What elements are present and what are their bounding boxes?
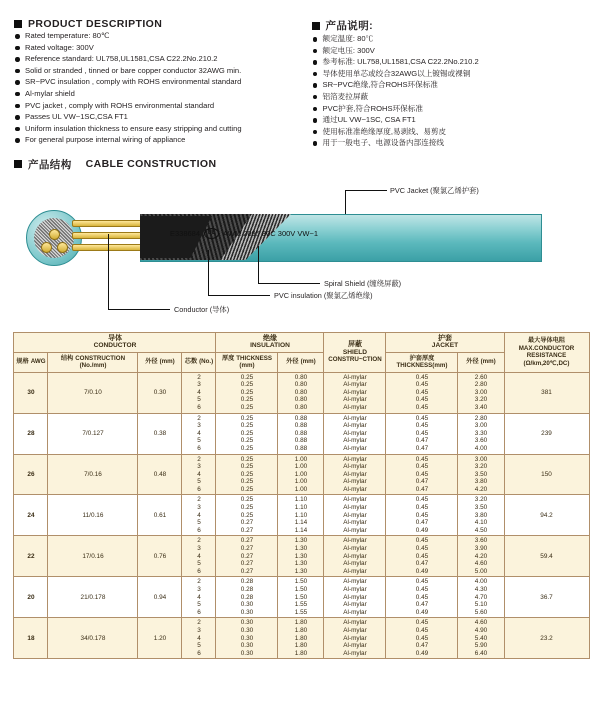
header-conductor: [14, 332, 216, 352]
table-row: [14, 413, 589, 454]
cell-insulation-thickness: 0.28 0.28 0.28 0.30 0.30: [216, 577, 278, 618]
header-resistance-unit: (Ω/km,20℃,DC): [523, 359, 570, 367]
cell-shield: Al-mylar Al-mylar Al-mylar Al-mylar Al-mylar: [324, 577, 386, 618]
cell-jacket-od: 4.60 4.90 5.40 5.90 6.40: [458, 618, 504, 659]
list-item: 参考标准: UL758,UL1581,CSA C22.2No.210.2: [312, 56, 590, 68]
conductor-wire: [72, 244, 146, 251]
list-item: SR~PVC绝缘,符合ROHS环保标准: [312, 79, 590, 91]
label-pvc-jacket: PVC Jacket (聚氯乙烯护套): [390, 185, 479, 195]
cell-insulation-thickness: 0.25 0.25 0.25 0.25 0.25: [216, 413, 278, 454]
cell-insulation-thickness: 0.25 0.25 0.25 0.27 0.27: [216, 495, 278, 536]
header-jacket-cn: 护套: [437, 334, 452, 342]
header-shield-construction: CONSTRU~CTION: [328, 355, 382, 363]
table-row: [14, 577, 589, 618]
header-jkt-od: [458, 352, 504, 372]
table-header-sub-row: [14, 352, 589, 372]
list-item: 导体使用单芯或绞合32AWG以上镀锡或裸铜: [312, 68, 590, 80]
table-row: [14, 454, 589, 495]
cell-construction: 7/0.10: [48, 372, 138, 413]
construction-title-zh: 产品结构: [28, 158, 72, 171]
description-columns: [14, 18, 589, 149]
list-item: 通过UL VW~1SC, CSA FT1: [312, 114, 590, 126]
list-item: 额定电压: 300V: [312, 45, 590, 57]
list-item: 铝箔麦拉屏蔽: [312, 91, 590, 103]
leader-line-shield: [258, 246, 259, 284]
leader-line-jacket: [345, 190, 346, 214]
construction-title-en: CABLE CONSTRUCTION: [85, 158, 217, 171]
list-item: 使用标准准绝缘厚度,易剥线、易剪皮: [312, 126, 590, 138]
conductor-wire: [72, 220, 146, 227]
header-conductor-cn: 导体: [107, 334, 122, 342]
cell-insulation-od: 1.30 1.30 1.30 1.30 1.30: [278, 536, 324, 577]
cell-resistance: 23.2: [504, 618, 589, 659]
cell-shield: Al-mylar Al-mylar Al-mylar Al-mylar Al-mylar: [324, 454, 386, 495]
header-ins-thk-en: THICKNESS (mm): [236, 354, 273, 370]
cell-cores: 2 3 4 5 6: [182, 495, 216, 536]
table-row: [14, 536, 589, 577]
cell-construction: 7/0.16: [48, 454, 138, 495]
cell-awg: 22: [14, 536, 48, 577]
header-shield: [324, 332, 386, 372]
header-insulation-cn: 绝缘: [262, 334, 277, 342]
label-conductor: Conductor (导体): [174, 304, 230, 314]
description-list-zh: [312, 33, 590, 149]
conductor-dot: [49, 229, 60, 240]
header-cores-cn: 芯数: [184, 358, 198, 366]
cell-resistance: 381: [504, 372, 589, 413]
leader-line-insulation-h: [208, 295, 270, 296]
specification-table-body: [14, 372, 589, 659]
conductor-dot: [57, 242, 68, 253]
bullet-square-icon: [312, 22, 320, 30]
description-column-zh: [302, 18, 590, 149]
list-item: SR~PVC insulation , comply with ROHS environmental standard: [14, 76, 302, 88]
label-spiral-shield: Spiral Shield (缠绕屏蔽): [324, 278, 402, 288]
cell-insulation-thickness: 0.27 0.27 0.27 0.27 0.27: [216, 536, 278, 577]
cell-shield: Al-mylar Al-mylar Al-mylar Al-mylar Al-mylar: [324, 536, 386, 577]
cell-jacket-od: 2.80 3.00 3.30 3.60 4.00: [458, 413, 504, 454]
cell-insulation-od: 1.00 1.00 1.00 1.00 1.00: [278, 454, 324, 495]
cell-awg: 26: [14, 454, 48, 495]
product-description-section: [0, 0, 603, 172]
cell-shield: Al-mylar Al-mylar Al-mylar Al-mylar Al-mylar: [324, 372, 386, 413]
cell-jacket-thickness: 0.45 0.45 0.45 0.47 0.49: [386, 618, 458, 659]
cell-conductor-od: 0.61: [138, 495, 182, 536]
cell-resistance: 150: [504, 454, 589, 495]
cell-cores: 2 3 4 5 6: [182, 413, 216, 454]
cell-jacket-thickness: 0.45 0.45 0.45 0.47 0.49: [386, 577, 458, 618]
print-code: E338684: [170, 228, 201, 238]
header-jkt-thk-cn: 护套厚度: [409, 354, 435, 362]
description-title-en-text: PRODUCT DESCRIPTION: [28, 18, 163, 30]
cell-conductor-od: 0.30: [138, 372, 182, 413]
list-item: Reference standard: UL758,UL1581,CSA C22.2No.210.2: [14, 53, 302, 65]
description-title-en: [14, 18, 302, 30]
cell-conductor-od: 0.48: [138, 454, 182, 495]
cell-jacket-thickness: 0.45 0.45 0.45 0.47 0.49: [386, 495, 458, 536]
header-cores-en: (No.): [199, 358, 214, 366]
cell-jacket-thickness: 0.45 0.45 0.45 0.45 0.45: [386, 372, 458, 413]
list-item: Passes UL VW~1SC,CSA FT1: [14, 111, 302, 123]
header-insulation: [216, 332, 324, 352]
cell-cores: 2 3 4 5 6: [182, 372, 216, 413]
header-ins-od: [278, 352, 324, 372]
header-ins-od-cn: 外径: [286, 358, 299, 366]
table-row: [14, 372, 589, 413]
construction-title: [14, 157, 589, 172]
header-cores: [182, 352, 216, 372]
leader-line-insulation: [208, 250, 209, 296]
header-construction: [48, 352, 138, 372]
leader-line-shield-h: [258, 283, 320, 284]
header-jkt-od-en: (mm): [480, 358, 496, 366]
cell-jacket-thickness: 0.45 0.45 0.45 0.47 0.47: [386, 454, 458, 495]
header-jacket: [386, 332, 504, 352]
list-item: 用于一般电子、电源设备内部连接线: [312, 137, 590, 149]
label-pvc-insulation: PVC insulation (聚氯乙烯绝缘): [274, 290, 373, 300]
header-insulation-en: INSULATION: [250, 342, 290, 350]
leader-line-conductor: [108, 234, 109, 310]
leader-line-jacket-h: [345, 190, 387, 191]
header-jkt-thickness: [386, 352, 458, 372]
cell-insulation-od: 1.10 1.10 1.10 1.14 1.14: [278, 495, 324, 536]
cable-print-legend: [170, 228, 318, 239]
cell-awg: 20: [14, 577, 48, 618]
table-header-group-row: [14, 332, 589, 352]
list-item: PVC jacket , comply with ROHS environmental standard: [14, 100, 302, 112]
header-cond-od: [138, 352, 182, 372]
cell-resistance: 59.4: [504, 536, 589, 577]
header-shield-cn: 屏蔽: [347, 341, 362, 349]
cell-cores: 2 3 4 5 6: [182, 577, 216, 618]
header-jkt-od-cn: 外径: [466, 358, 479, 366]
cell-awg: 30: [14, 372, 48, 413]
cell-construction: 11/0.16: [48, 495, 138, 536]
cell-conductor-od: 0.94: [138, 577, 182, 618]
header-construction-en: CONSTRUCTION (No./mm): [75, 354, 126, 370]
list-item: Rated voltage: 300V: [14, 42, 302, 54]
conductor-wire: [72, 232, 146, 239]
cell-cores: 2 3 4 5 6: [182, 618, 216, 659]
cable-construction-figure: [0, 176, 603, 326]
cell-awg: 18: [14, 618, 48, 659]
list-item: Uniform insulation thickness to ensure easy stripping and cutting: [14, 123, 302, 135]
print-text: AWM 2095 80C 300V VW~1: [223, 228, 319, 238]
header-resistance-cn: 最大导体电阻: [527, 337, 566, 345]
cell-insulation-thickness: 0.25 0.25 0.25 0.25 0.25: [216, 454, 278, 495]
header-ins-thickness: [216, 352, 278, 372]
cell-jacket-thickness: 0.45 0.45 0.45 0.47 0.49: [386, 536, 458, 577]
specification-table: [13, 332, 589, 659]
list-item: Rated temperature: 80℃: [14, 30, 302, 42]
list-item: 额定温度: 80℃: [312, 33, 590, 45]
header-ins-thk-cn: 厚度: [221, 354, 235, 362]
cell-insulation-thickness: 0.25 0.25 0.25 0.25 0.25: [216, 372, 278, 413]
list-item: For general purpose internal wiring of appliance: [14, 134, 302, 146]
header-shield-en: SHIELD: [342, 348, 368, 356]
cell-jacket-thickness: 0.45 0.45 0.45 0.47 0.47: [386, 413, 458, 454]
cell-shield: Al-mylar Al-mylar Al-mylar Al-mylar Al-mylar: [324, 413, 386, 454]
cell-jacket-od: 2.60 2.80 3.00 3.20 3.40: [458, 372, 504, 413]
list-item: Solid or stranded , tinned or bare copper conductor 32AWG min.: [14, 65, 302, 77]
cell-awg: 28: [14, 413, 48, 454]
conductor-dot: [41, 242, 52, 253]
description-list-en: [14, 30, 302, 146]
cell-construction: 21/0.178: [48, 577, 138, 618]
header-awg-en: AWG: [30, 358, 46, 366]
header-ins-od-en: (mm): [300, 358, 316, 366]
cell-construction: 34/0.178: [48, 618, 138, 659]
bullet-square-icon: [14, 20, 22, 28]
cell-shield: Al-mylar Al-mylar Al-mylar Al-mylar Al-mylar: [324, 618, 386, 659]
cell-construction: 7/0.127: [48, 413, 138, 454]
cell-conductor-od: 0.38: [138, 413, 182, 454]
cell-resistance: 36.7: [504, 577, 589, 618]
list-item: PVC护套,符合ROHS环保标准: [312, 103, 590, 115]
cell-jacket-od: 3.00 3.20 3.50 3.80 4.20: [458, 454, 504, 495]
header-awg: [14, 352, 48, 372]
description-column-en: [14, 18, 302, 149]
cell-resistance: 94.2: [504, 495, 589, 536]
cell-shield: Al-mylar Al-mylar Al-mylar Al-mylar Al-mylar: [324, 495, 386, 536]
cell-insulation-od: 0.88 0.88 0.88 0.88 0.88: [278, 413, 324, 454]
leader-line-conductor-h: [108, 309, 170, 310]
header-cond-od-cn: 外径: [145, 358, 158, 366]
header-awg-cn: 规格: [16, 358, 29, 366]
header-resistance-en: MAX.CONDUCTOR RESISTANCE: [518, 344, 575, 360]
cell-insulation-od: 1.80 1.80 1.80 1.80 1.80: [278, 618, 324, 659]
header-jkt-thk-en: THICKNESS(mm): [396, 362, 448, 370]
bullet-square-icon: [14, 160, 22, 168]
cell-awg: 24: [14, 495, 48, 536]
cell-cores: 2 3 4 5 6: [182, 536, 216, 577]
cell-jacket-od: 4.00 4.30 4.70 5.10 5.60: [458, 577, 504, 618]
table-row: [14, 495, 589, 536]
cell-resistance: 239: [504, 413, 589, 454]
cell-insulation-thickness: 0.30 0.30 0.30 0.30 0.30: [216, 618, 278, 659]
cell-construction: 17/0.16: [48, 536, 138, 577]
header-construction-cn: 结构: [60, 354, 74, 362]
list-item: Al-mylar shield: [14, 88, 302, 100]
cell-jacket-od: 3.20 3.50 3.80 4.10 4.50: [458, 495, 504, 536]
header-resistance: [504, 332, 589, 372]
cell-cores: 2 3 4 5 6: [182, 454, 216, 495]
ul-logo-icon: UL: [204, 228, 219, 239]
cell-jacket-od: 3.60 3.90 4.20 4.60 5.00: [458, 536, 504, 577]
cell-conductor-od: 0.76: [138, 536, 182, 577]
header-conductor-en: CONDUCTOR: [93, 342, 137, 350]
header-jacket-en: JACKET: [431, 342, 459, 350]
cell-insulation-od: 0.80 0.80 0.80 0.80 0.80: [278, 372, 324, 413]
cell-insulation-od: 1.50 1.50 1.50 1.55 1.55: [278, 577, 324, 618]
cell-conductor-od: 1.20: [138, 618, 182, 659]
header-cond-od-en: (mm): [159, 358, 175, 366]
description-title-zh: [312, 18, 590, 33]
table-row: [14, 618, 589, 659]
description-title-zh-text: 产品说明:: [325, 20, 373, 32]
